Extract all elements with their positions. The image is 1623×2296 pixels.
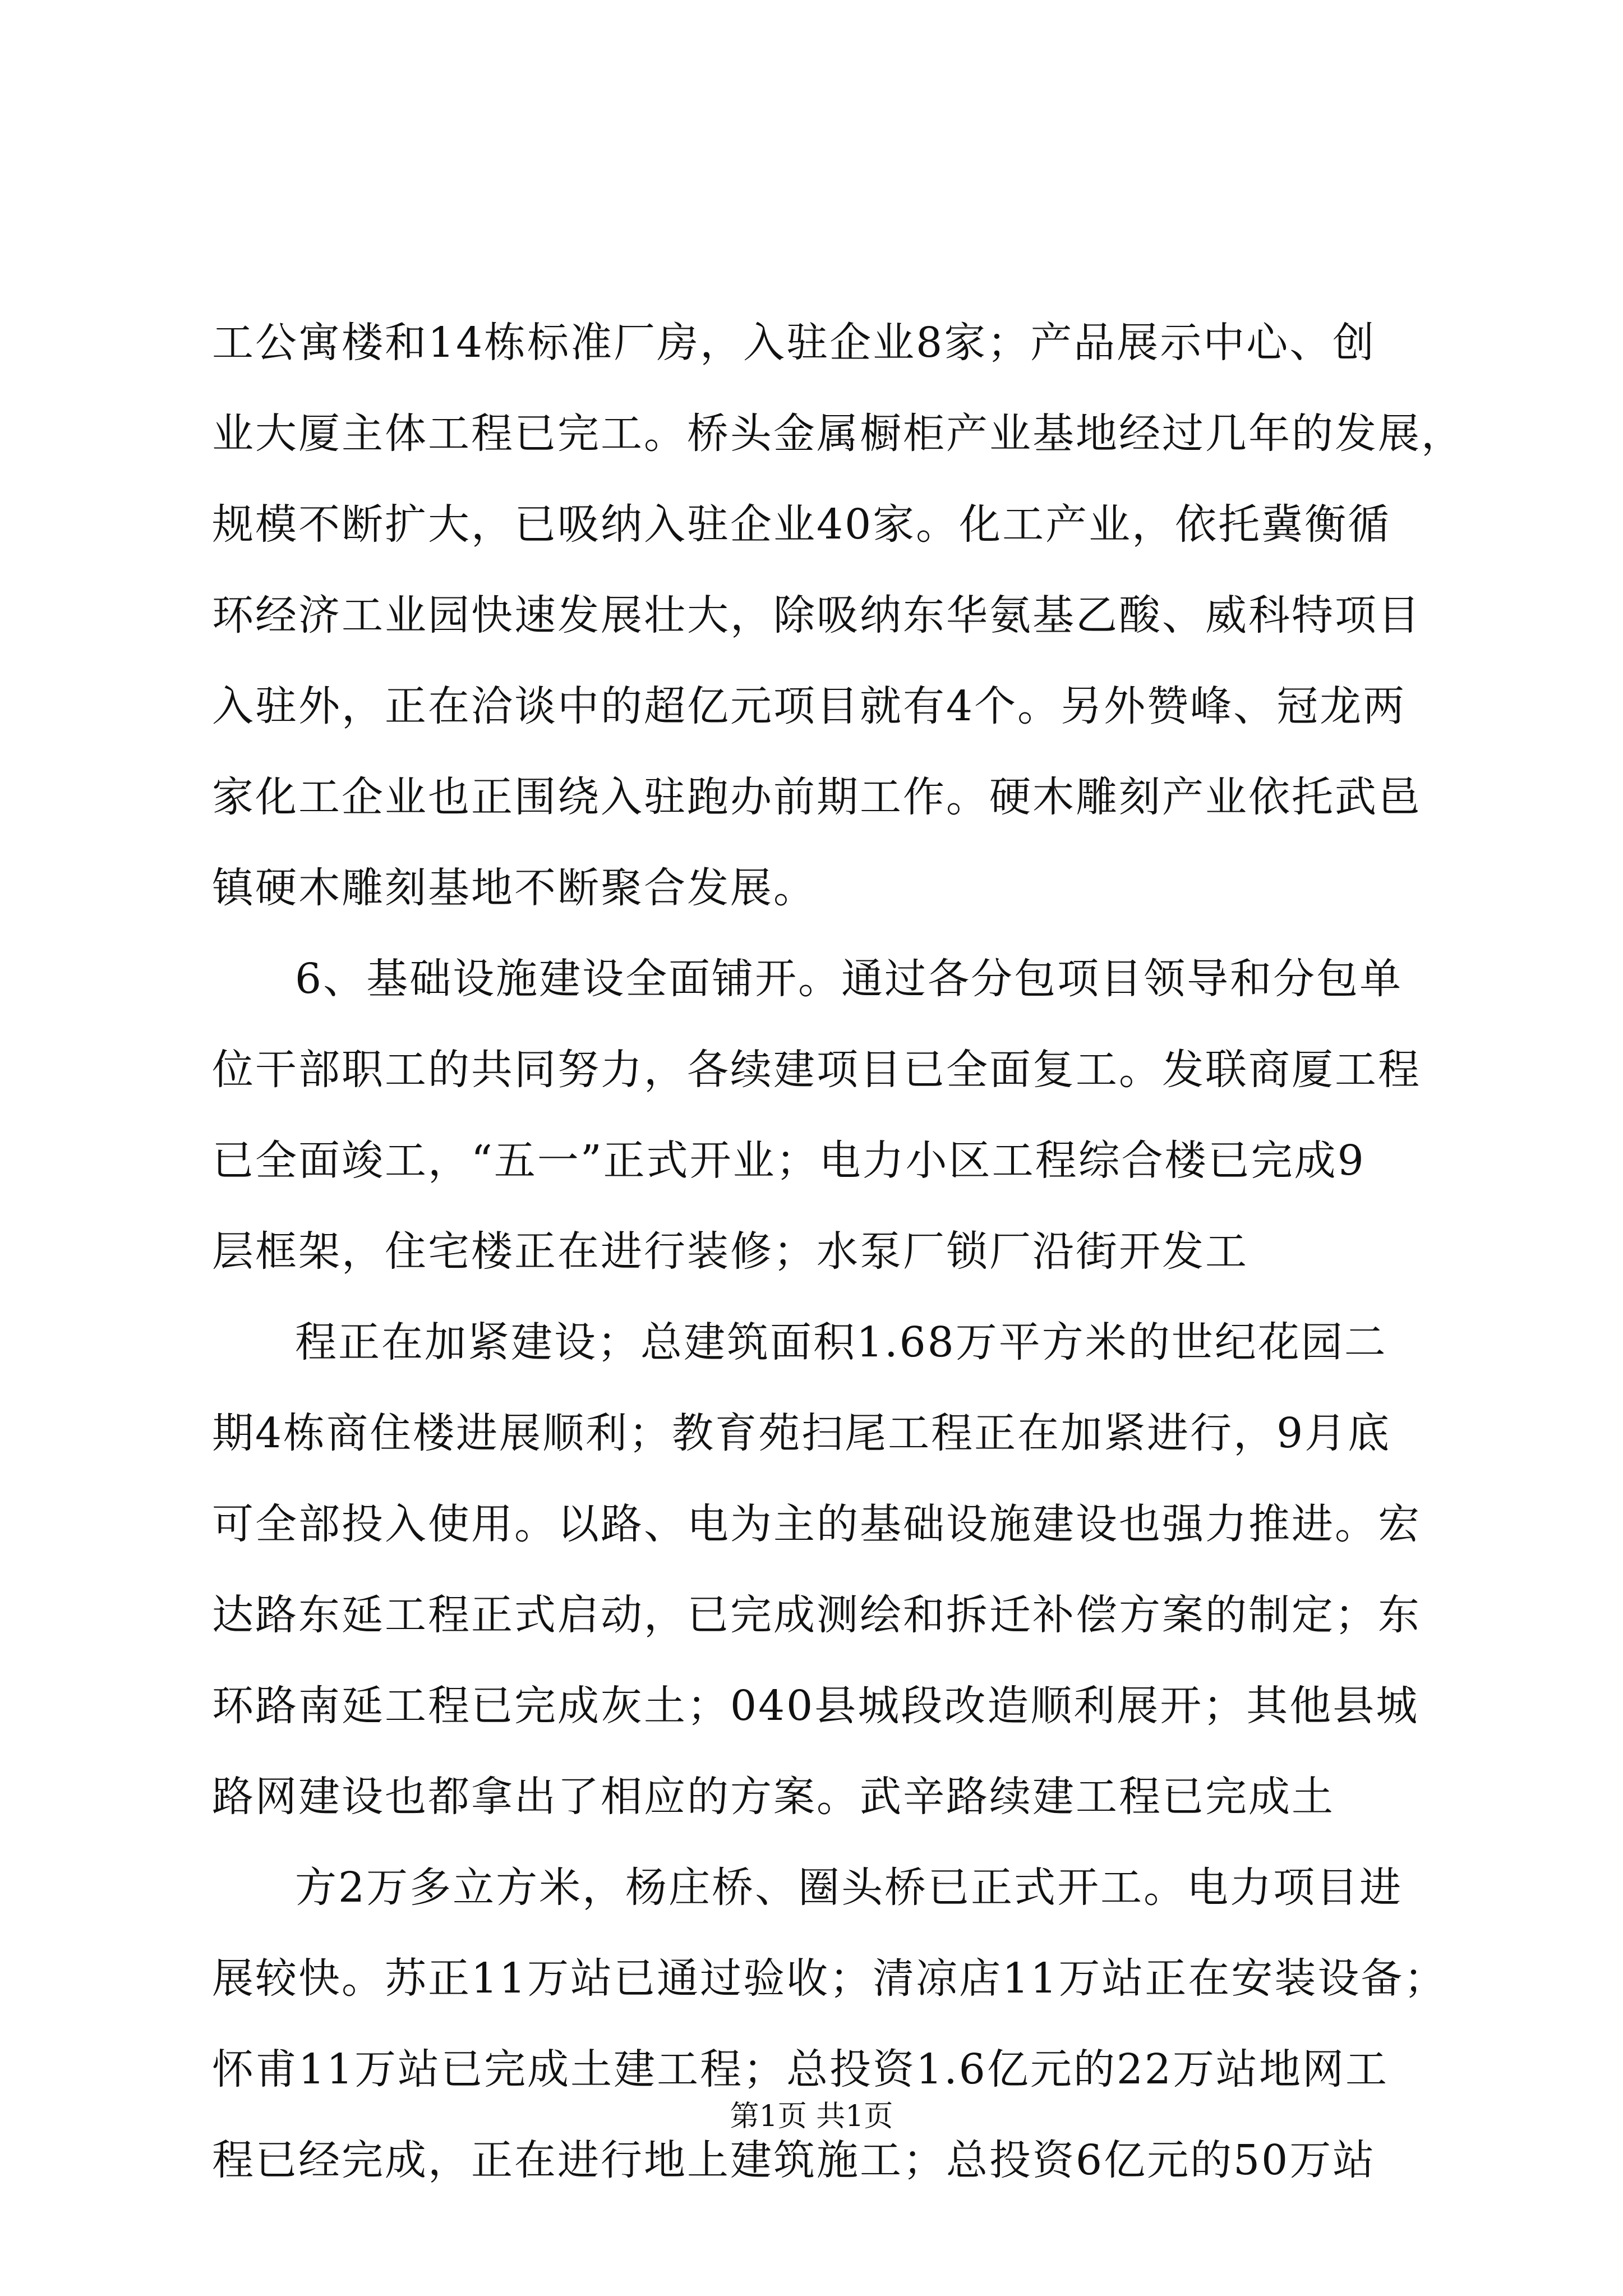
text-line: 规模不断扩大，已吸纳入驻企业40家。化工产业，依托冀衡循 <box>212 500 1391 549</box>
paragraph-start-line: 程正在加紧建设；总建筑面积1.68万平方米的世纪花园二 <box>295 1318 1387 1366</box>
paragraph-start-line: 方2万多立方米，杨庄桥、圈头桥已正式开工。电力项目进 <box>295 1864 1403 1912</box>
text-line: 期4栋商住楼进展顺利；教育苑扫尾工程正在加紧进行，9月底 <box>212 1409 1391 1457</box>
text-line: 环经济工业园快速发展壮大，除吸纳东华氨基乙酸、威科特项目 <box>212 591 1421 639</box>
body-text <box>212 297 1464 2206</box>
text-line: 程已经完成，正在进行地上建筑施工；总投资6亿元的50万站 <box>212 2136 1376 2184</box>
text-line: 层框架，住宅楼正在进行装修；水泵厂锁厂沿街开发工 <box>212 1227 1248 1276</box>
text-line: 业大厦主体工程已完工。桥头金属橱柜产业基地经过几年的发展， <box>212 409 1464 458</box>
text-line: 怀甫11万站已完成土建工程；总投资1.6亿元的22万站地网工 <box>212 2045 1389 2093</box>
text-line: 已全面竣工，“五一”正式开业；电力小区工程综合楼已完成9 <box>212 1137 1366 1185</box>
text-line: 家化工企业也正围绕入驻跑办前期工作。硬木雕刻产业依托武邑 <box>212 773 1421 821</box>
text-line: 镇硬木雕刻基地不断聚合发展。 <box>212 864 817 912</box>
paragraph-start-line: 6、基础设施建设全面铺开。通过各分包项目领导和分包单 <box>295 955 1403 1003</box>
text-line: 入驻外，正在洽谈中的超亿元项目就有4个。另外赞峰、冠龙两 <box>212 682 1407 730</box>
text-line: 可全部投入使用。以路、电为主的基础设施建设也强力推进。宏 <box>212 1500 1421 1548</box>
text-line: 位干部职工的共同努力，各续建项目已全面复工。发联商厦工程 <box>212 1046 1421 1094</box>
text-line: 展较快。苏正11万站已通过验收；清凉店11万站正在安装设备； <box>212 1954 1447 2003</box>
page-footer: 第1页 共1页 <box>730 2100 893 2133</box>
text-line: 达路东延工程正式启动，已完成测绘和拆迁补偿方案的制定；东 <box>212 1591 1421 1639</box>
text-line: 路网建设也都拿出了相应的方案。武辛路续建工程已完成土 <box>212 1773 1335 1821</box>
text-line: 环路南延工程已完成灰土；040县城段改造顺利展开；其他县城 <box>212 1682 1419 1730</box>
text-line: 工公寓楼和14栋标准厂房，入驻企业8家；产品展示中心、创 <box>212 319 1376 367</box>
